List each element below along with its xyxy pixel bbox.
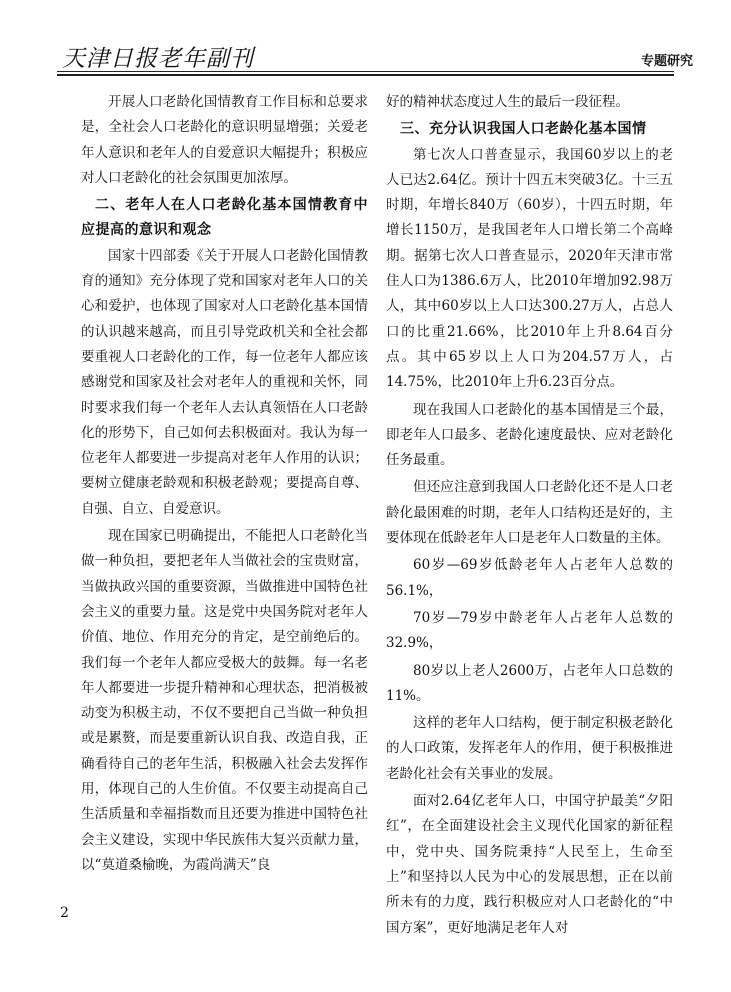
paragraph: 好的精神状态度过人生的最后一段征程。 (386, 94, 629, 110)
publication-logo: 天津日报老年副刊 (62, 46, 254, 72)
paragraph: 70岁—79岁中龄老年人占老年人总数的32.9%， (386, 609, 673, 652)
paragraph: 现在国家已明确提出，不能把人口老龄化当做一种负担，要把老年人当做社会的宝贵财富，当做执政兴国的重要资源，当做推进中国特色社会主义的重要力量。这是党中央国务院对老年人价值、地位、作用充分的肯定，是空前绝后的。我们每一个老年人都应受极大的鼓舞。每一名老年人都要进一步提升精神和心理状态，把消极被动变为积极主动，不仅不要把自己当做一种负担或是累赘，而是要重新认识自我、改造自我，正确看待自己的老年生活，积极融入社会去发挥作用，体现自己的人生价值。不仅要主动提高自己生活质量和幸福指数而且还要为推进中国特色社会主义建设，实现中华民族伟大复兴贡献力量，以“莫道桑榆晚，为霞尚满天”良 (81, 528, 368, 873)
paragraph: 开展人口老龄化国情教育工作目标和总要求是，全社会人口老龄化的意识明显增强；关爱老年人意识和老年人的自爱意识大幅提升；积极应对人口老龄化的社会氛围更加浓厚。 (81, 94, 368, 186)
page-header (0, 0, 731, 78)
paragraph: 面对2.64亿老年人口，中国守护最美“夕阳红”，在全面建设社会主义现代化国家的新征程中，党中央、国务院秉持“人民至上，生命至上”和坚持以人民为中心的发展思想，正在以前所未有的力度，践行积极应对人口老龄化的“中国方案”，更好地满足老年人对 (386, 793, 673, 936)
section-heading: 三、充分认识我国人口老龄化基本国情 (400, 121, 647, 138)
paragraph: 但还应注意到我国人口老龄化还不是人口老龄化最困难的时期，老年人口结构还是好的，主要体现在低龄老年人口是老年人口数量的主体。 (386, 479, 673, 547)
paragraph: 60岁—69岁低龄老年人占老年人总数的56.1%， (386, 557, 673, 599)
header-rule-thin (57, 71, 674, 72)
paragraph: 第七次人口普查显示，我国60岁以上的老人已达2.64亿。预计十四五末突破3亿。十三五时期，年增长840万（60岁），十四五时期，年增长1150万，是我国老年人口增长第二个高峰期。据第七次人口普查显示，2020年天津市常住人口为1386.6万人，比2010年增加92.98万人，其中60岁以上人口达300.27万人，占总人口的比重21.66%，比2010年上升8.64百分点。其中65岁以上人口为204.57万人，占14.75%，比2010年上升6.23百分点。 (386, 146, 673, 391)
paragraph: 现在我国人口老龄化的基本国情是三个最，即老年人口最多、老龄化速度最快、应对老龄化任务最重。 (386, 401, 673, 469)
right-column (386, 90, 673, 943)
section-label: 专题研究 (640, 54, 693, 69)
paragraph: 国家十四部委《关于开展人口老龄化国情教育的通知》充分体现了党和国家对老年人口的关心和爱护，也体现了国家对人口老龄化基本国情的认识越来越高，而且引导党政机关和全社会都要重视人口老龄化的工作，每一位老年人都应该感谢党和国家及社会对老年人的重视和关怀，同时要求我们每一个老年人去认真领悟在人口老龄化的形势下，自己如何去积极面对。我认为每一位老年人都要进一步提高对老年人作用的认识；要树立健康老龄观和积极老龄观；要提高自尊、自强、自立、自爱意识。 (81, 247, 368, 517)
page-number: 2 (60, 905, 69, 921)
paragraph: 80岁以上老人2600万，占老年人口总数的11%。 (386, 662, 673, 704)
paragraph: 这样的老年人口结构，便于制定积极老龄化的人口政策，发挥老年人的作用，便于积极推进老龄化社会有关事业的发展。 (386, 715, 673, 782)
section-heading: 二、老年人在人口老龄化基本国情教育中应提高的意识和观念 (81, 197, 368, 239)
header-rule-thick (57, 74, 674, 76)
left-column (81, 90, 368, 880)
